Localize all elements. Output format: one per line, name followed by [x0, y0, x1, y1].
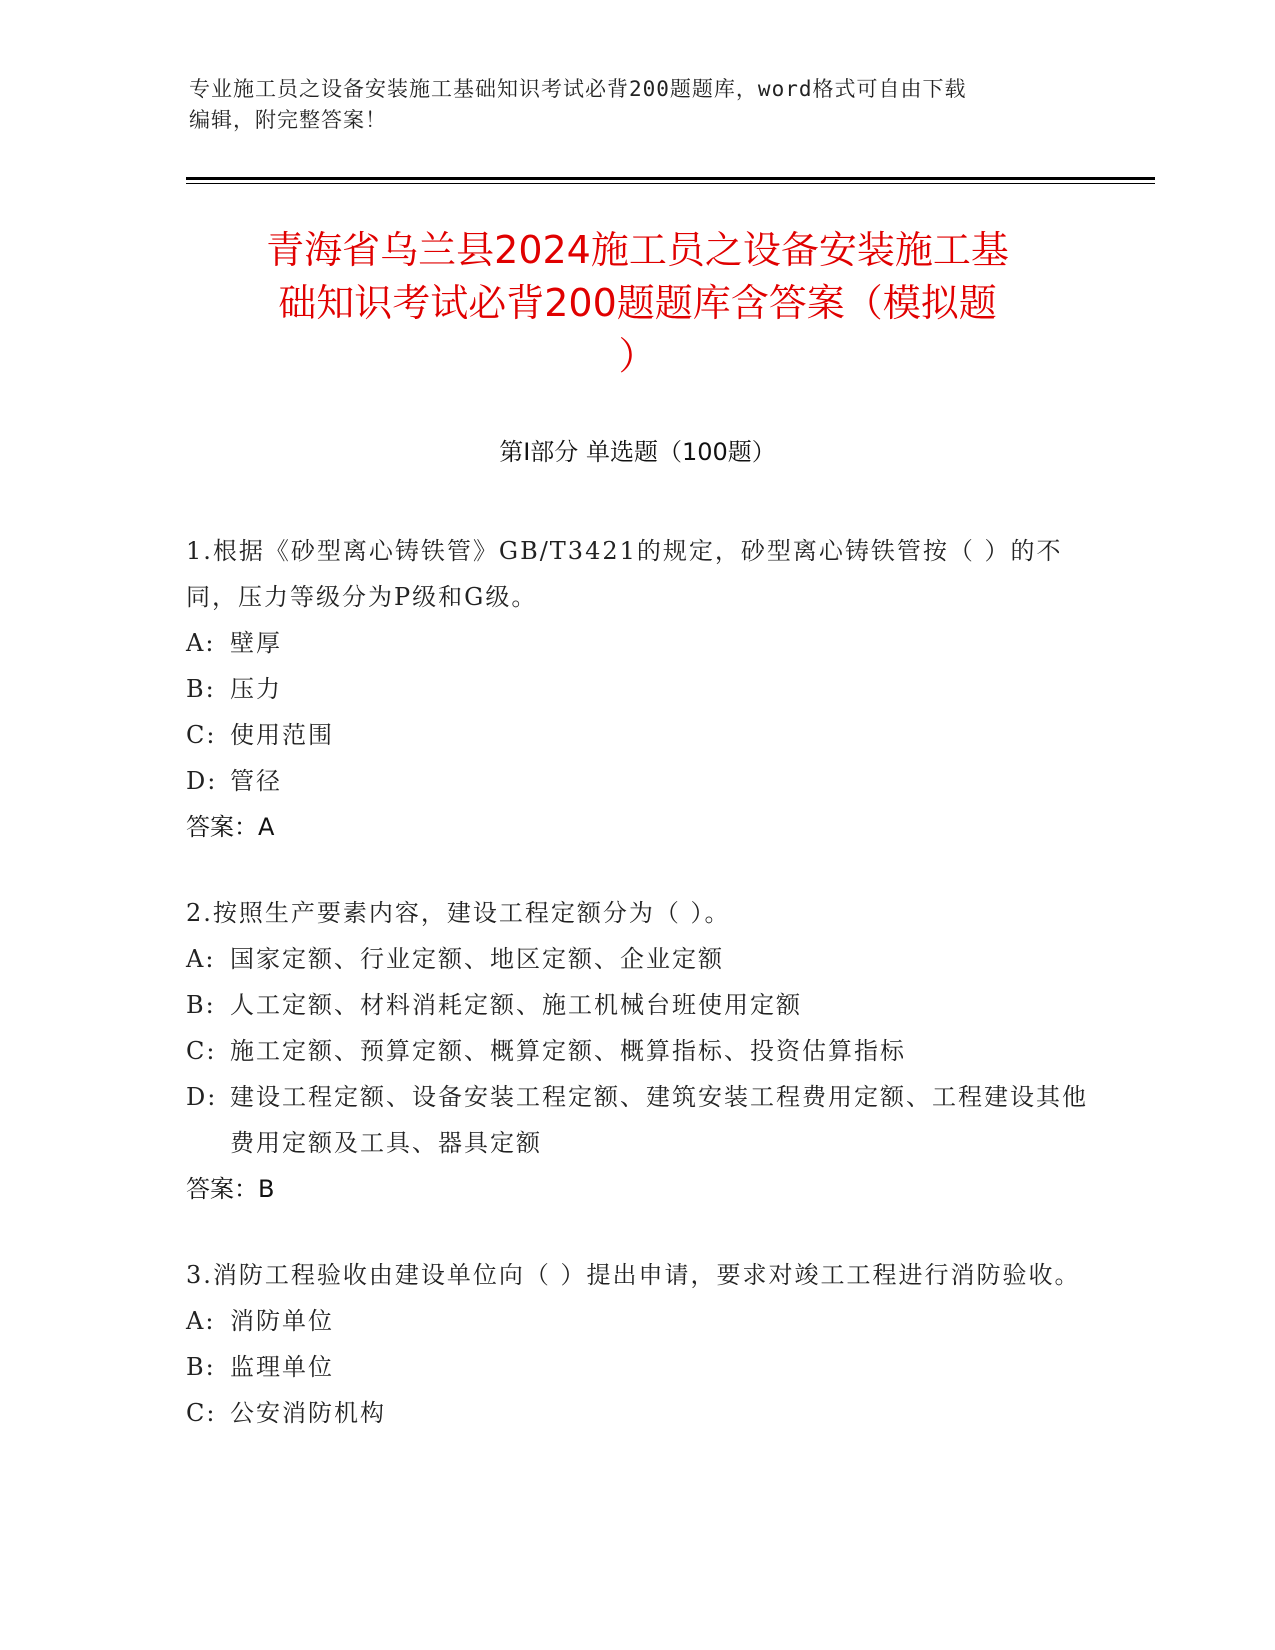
document-title — [170, 224, 1105, 383]
option-text: 消防单位 — [230, 1307, 334, 1335]
question-text: 1.根据《砂型离心铸铁管》GB/T3421的规定，砂型离心铸铁管按（ ）的不同，压力等级分为P级和G级。 — [186, 537, 1063, 611]
option-b — [186, 982, 1091, 1028]
option-letter: B: — [186, 991, 216, 1019]
option-text: 施工定额、预算定额、概算定额、概算指标、投资估算指标 — [230, 1037, 906, 1065]
option-text: 国家定额、行业定额、地区定额、企业定额 — [230, 945, 724, 973]
option-c — [186, 1028, 1091, 1074]
option-a — [186, 1298, 1091, 1344]
option-text: 使用范围 — [230, 721, 334, 749]
option-letter: D: — [186, 767, 218, 795]
option-letter: D: — [186, 1083, 218, 1111]
option-letter: C: — [186, 1037, 217, 1065]
option-text: 监理单位 — [230, 1353, 334, 1381]
option-b — [186, 666, 1091, 712]
question-list — [186, 528, 1091, 1476]
option-letter: A: — [186, 945, 216, 973]
header-rule-thin — [186, 183, 1155, 184]
option-d — [186, 1074, 1091, 1166]
header-line-2: 编辑，附完整答案！ — [189, 108, 387, 132]
question-3 — [186, 1252, 1091, 1436]
option-letter: A: — [186, 629, 216, 657]
option-text: 管径 — [230, 767, 282, 795]
header-line-1: 专业施工员之设备安装施工基础知识考试必背200题题库，word格式可自由下载 — [189, 77, 967, 101]
option-c — [186, 712, 1091, 758]
option-letter: B: — [186, 675, 216, 703]
title-line-1: 青海省乌兰县2024施工员之设备安装施工基 — [266, 228, 1009, 272]
answer: 答案：B — [186, 1175, 275, 1203]
answer: 答案：A — [186, 813, 275, 841]
option-text: 壁厚 — [230, 629, 282, 657]
title-line-2: 础知识考试必背200题题库含答案（模拟题 — [278, 281, 997, 325]
option-a — [186, 936, 1091, 982]
option-letter: B: — [186, 1353, 216, 1381]
option-letter: C: — [186, 721, 217, 749]
header-rule-thick — [186, 177, 1155, 180]
question-text: 2.按照生产要素内容，建设工程定额分为（ ）。 — [186, 899, 731, 927]
section-heading: 第Ⅰ部分 单选题（100题） — [499, 438, 776, 466]
option-text: 建设工程定额、设备安装工程定额、建筑安装工程费用定额、工程建设其他费用定额及工具、器具定额 — [230, 1083, 1088, 1157]
option-text: 人工定额、材料消耗定额、施工机械台班使用定额 — [230, 991, 802, 1019]
option-letter: C: — [186, 1399, 217, 1427]
option-a — [186, 620, 1091, 666]
option-c — [186, 1390, 1091, 1436]
option-b — [186, 1344, 1091, 1390]
option-d — [186, 758, 1091, 804]
option-letter: A: — [186, 1307, 216, 1335]
title-line-3: ） — [618, 334, 657, 378]
question-text: 3.消防工程验收由建设单位向（ ）提出申请，要求对竣工工程进行消防验收。 — [186, 1261, 1081, 1289]
question-2 — [186, 890, 1091, 1212]
option-text: 压力 — [230, 675, 282, 703]
question-1 — [186, 528, 1091, 850]
option-text: 公安消防机构 — [230, 1399, 386, 1427]
page-header — [189, 74, 1089, 136]
